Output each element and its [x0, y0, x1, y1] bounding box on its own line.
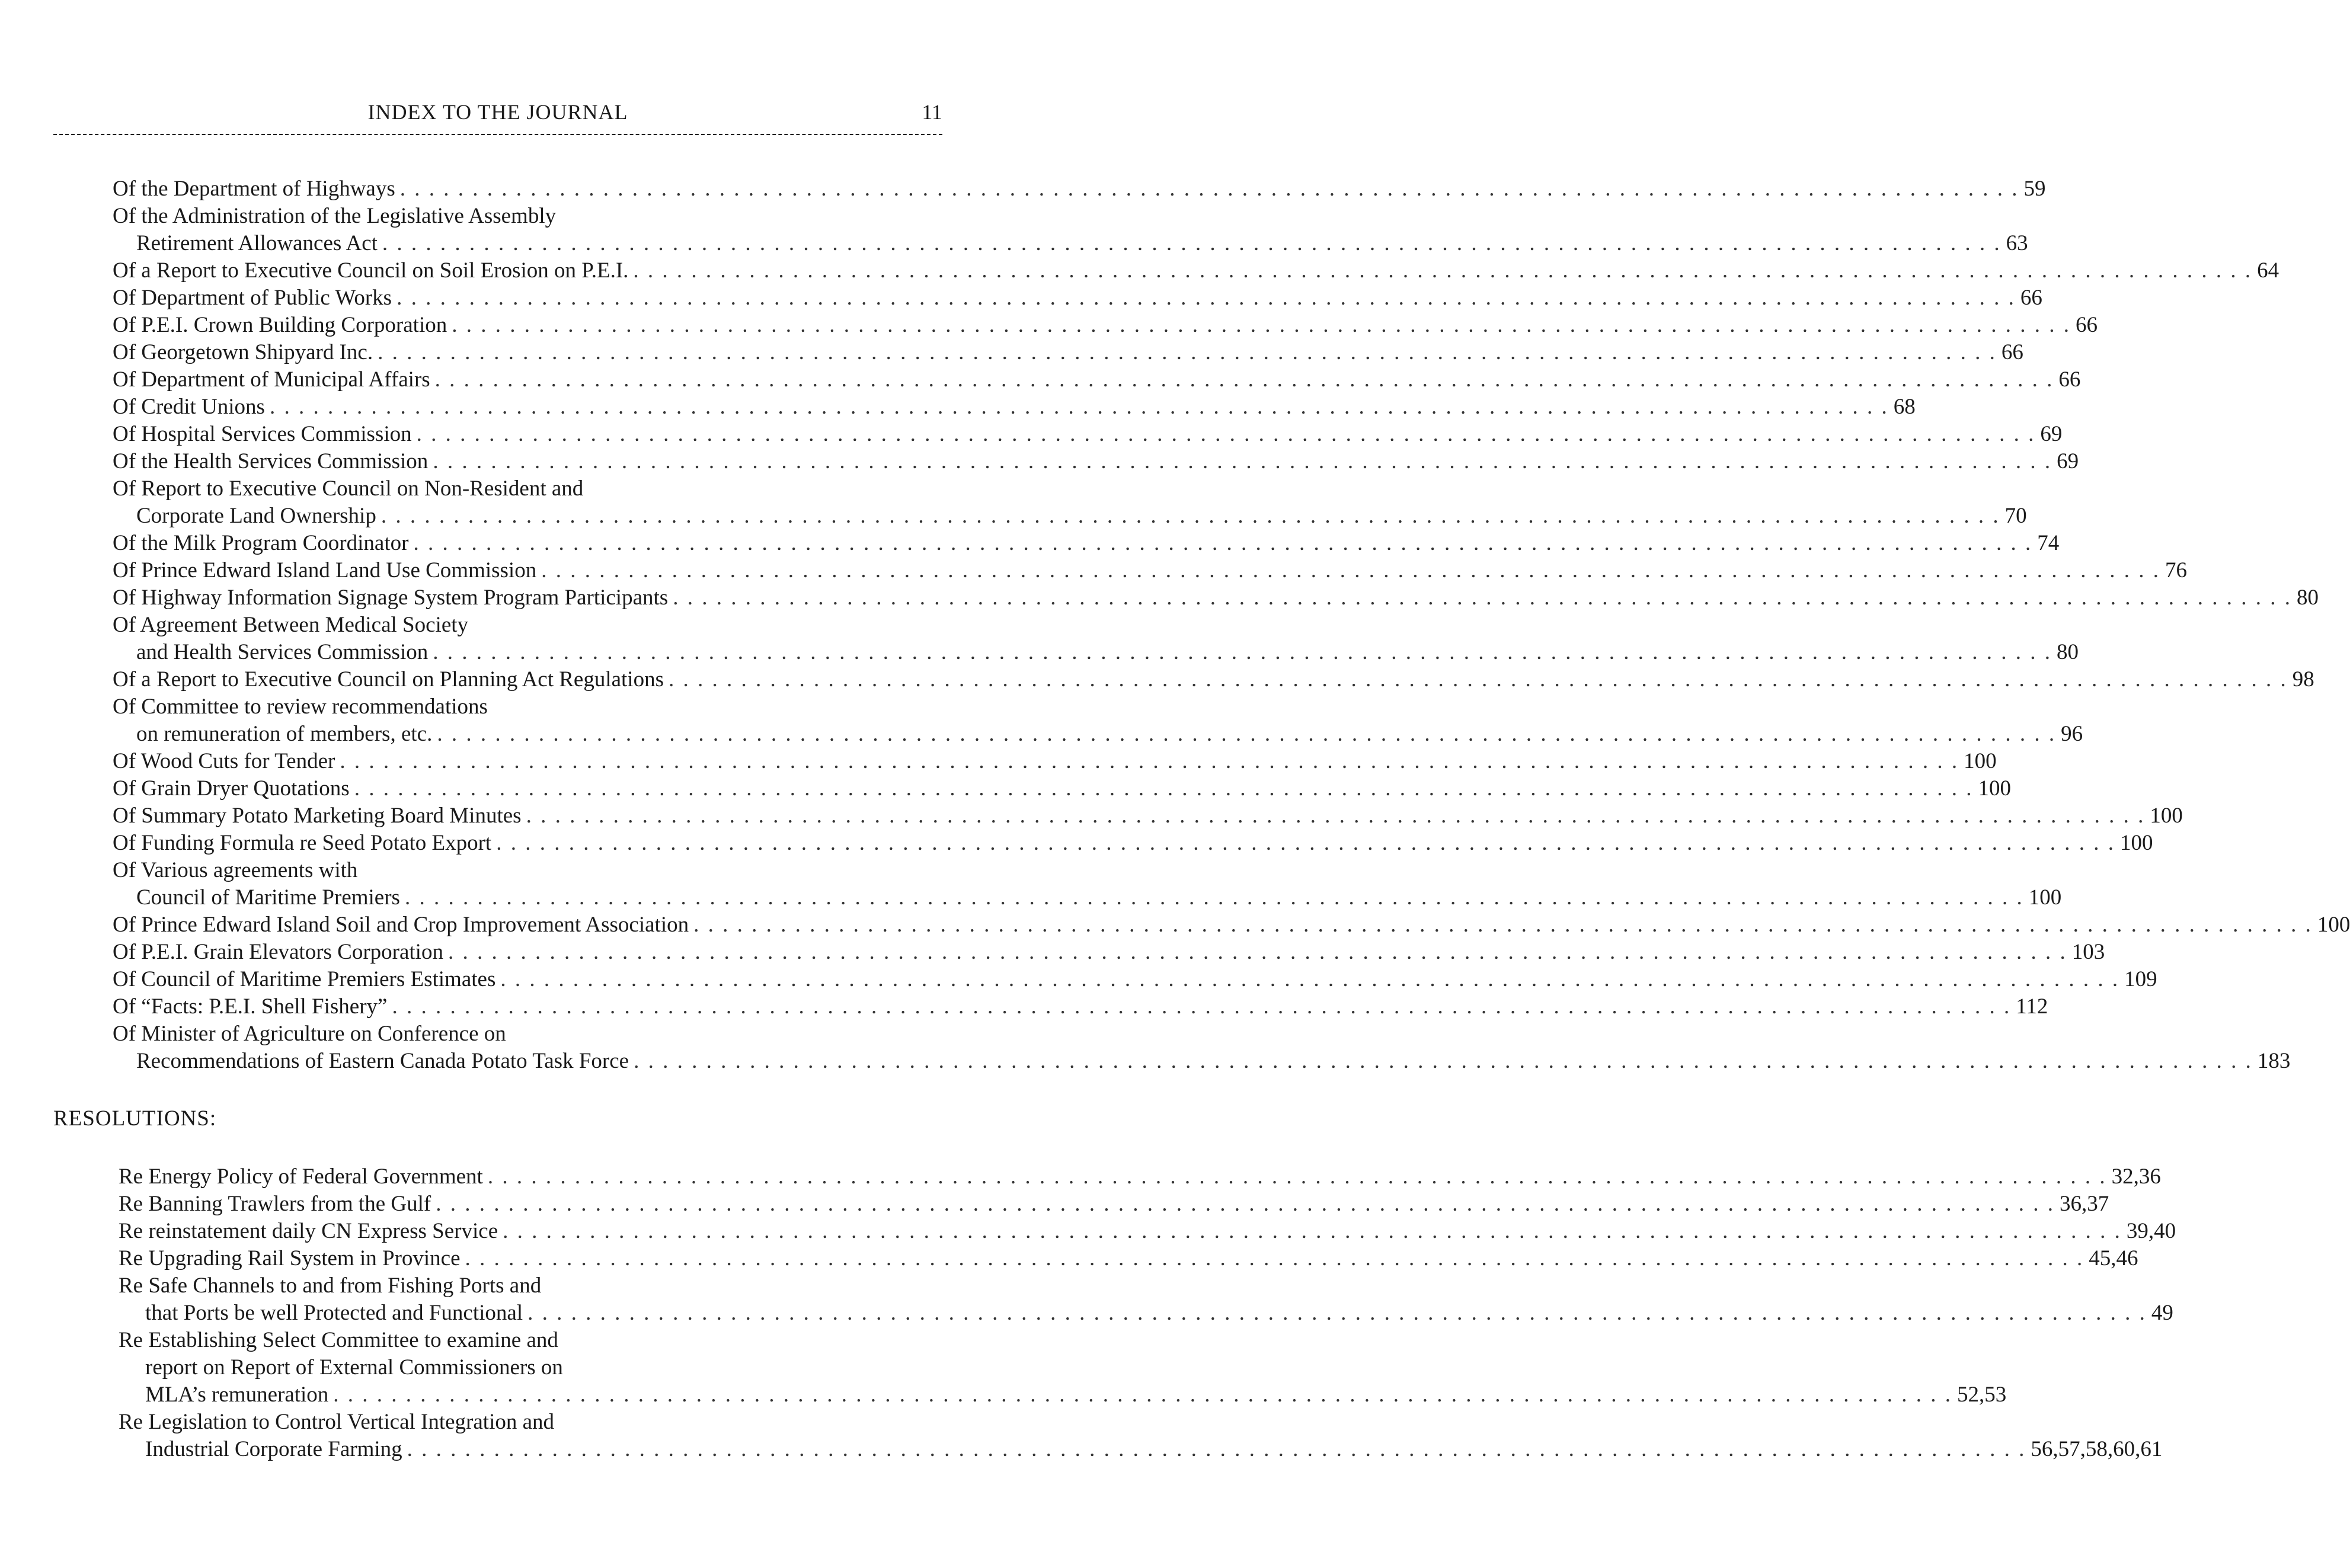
entry-text: Of the Milk Program Coordinator	[113, 531, 409, 555]
index-entry	[113, 448, 2079, 475]
dot-leader: . . . . . . . . . . . . . . . . . . . . . . . . . . . . . . . . . . . . . . . . . . . . . . . . . . . . . . . . . . . . . . . . . . . . . . . . . . . . . . . . . . . . . . . . . . . . . . . . . . . . . . . . . . . . . . . .	[378, 340, 1997, 364]
dot-leader: . . . . . . . . . . . . . . . . . . . . . . . . . . . . . . . . . . . . . . . . . . . . . . . . . . . . . . . . . . . . . . . . . . . . . . . . . . . . . . . . . . . . . . . . . . . . . . . . . . . . . . . . . . . . . . . .	[433, 640, 2052, 664]
dot-leader: . . . . . . . . . . . . . . . . . . . . . . . . . . . . . . . . . . . . . . . . . . . . . . . . . . . . . . . . . . . . . . . . . . . . . . . . . . . . . . . . . . . . . . . . . . . . . . . . . . . . . . . . . . . . . . . .	[354, 776, 1974, 801]
entry-text: Of Minister of Agriculture on Conference on	[113, 1022, 506, 1046]
entry-page-ref: 103	[2071, 940, 2105, 964]
dot-leader: . . . . . . . . . . . . . . . . . . . . . . . . . . . . . . . . . . . . . . . . . . . . . . . . . . . . . . . . . . . . . . . . . . . . . . . . . . . . . . . . . . . . . . . . . . . . . . . . . . . . . . . . . . . . . . . .	[487, 1164, 2107, 1189]
entry-text: on remuneration of members, etc.	[136, 722, 433, 746]
dot-leader: . . . . . . . . . . . . . . . . . . . . . . . . . . . . . . . . . . . . . . . . . . . . . . . . . . . . . . . . . . . . . . . . . . . . . . . . . . . . . . . . . . . . . . . . . . . . . . . . . . . . . . . . . . . . . . . .	[465, 1246, 2084, 1271]
index-entry	[113, 966, 2157, 993]
entry-text: Of Wood Cuts for Tender	[113, 749, 335, 773]
index-entry-continuation	[113, 475, 583, 503]
entry-page-ref: 70	[2004, 504, 2027, 528]
entry-text: Of a Report to Executive Council on Soil Erosion on P.E.I.	[113, 258, 629, 283]
index-entry	[113, 939, 2105, 966]
entry-page-ref: 69	[2040, 422, 2063, 446]
index-entry	[113, 830, 2153, 857]
index-entry	[113, 175, 2046, 203]
index-entry	[136, 884, 2062, 911]
dot-leader: . . . . . . . . . . . . . . . . . . . . . . . . . . . . . . . . . . . . . . . . . . . . . . . . . . . . . . . . . . . . . . . . . . . . . . . . . . . . . . . . . . . . . . . . . . . . . . . . . . . . . . . . . . . . . . . .	[382, 231, 2002, 255]
dot-leader: . . . . . . . . . . . . . . . . . . . . . . . . . . . . . . . . . . . . . . . . . . . . . . . . . . . . . . . . . . . . . . . . . . . . . . . . . . . . . . . . . . . . . . . . . . . . . . . . . . . . . . . . . . . . . . . .	[392, 994, 2012, 1019]
index-entry	[119, 1245, 2138, 1272]
entry-page-ref: 66	[2075, 313, 2098, 337]
entry-page-ref: 49	[2151, 1301, 2173, 1325]
entry-page-ref: 100	[1978, 776, 2011, 801]
entry-page-ref: 36,37	[2059, 1192, 2109, 1216]
dot-leader: . . . . . . . . . . . . . . . . . . . . . . . . . . . . . . . . . . . . . . . . . . . . . . . . . . . . . . . . . . . . . . . . . . . . . . . . . . . . . . . . . . . . . . . . . . . . . . . . . . . . . . . . . . . . . . . .	[452, 313, 2071, 337]
index-entry	[113, 421, 2063, 448]
index-entry	[145, 1436, 2163, 1463]
entry-text: Of Credit Unions	[113, 395, 265, 419]
dot-leader: . . . . . . . . . . . . . . . . . . . . . . . . . . . . . . . . . . . . . . . . . . . . . . . . . . . . . . . . . . . . . . . . . . . . . . . . . . . . . . . . . . . . . . . . . . . . . . . . . . . . . . . . . . . . . . . .	[634, 1049, 2253, 1073]
dot-leader: . . . . . . . . . . . . . . . . . . . . . . . . . . . . . . . . . . . . . . . . . . . . . . . . . . . . . . . . . . . . . . . . . . . . . . . . . . . . . . . . . . . . . . . . . . . . . . . . . . . . . . . . . . . . . . . .	[407, 1437, 2026, 1461]
entry-text: Re Energy Policy of Federal Government	[119, 1164, 483, 1189]
dot-leader: . . . . . . . . . . . . . . . . . . . . . . . . . . . . . . . . . . . . . . . . . . . . . . . . . . . . . . . . . . . . . . . . . . . . . . . . . . . . . . . . . . . . . . . . . . . . . . . . . . . . . . . . . . . . . . . .	[404, 885, 2024, 910]
entry-page-ref: 69	[2057, 449, 2079, 473]
index-entry	[113, 393, 1916, 421]
dot-leader: . . . . . . . . . . . . . . . . . . . . . . . . . . . . . . . . . . . . . . . . . . . . . . . . . . . . . . . . . . . . . . . . . . . . . . . . . . . . . . . . . . . . . . . . . . . . . . . . . . . . . . . . . . . . . . . .	[433, 449, 2052, 473]
entry-text: Of Prince Edward Island Soil and Crop Improvement Association	[113, 913, 689, 937]
entry-text: Of Department of Municipal Affairs	[113, 367, 430, 392]
entry-page-ref: 45,46	[2089, 1246, 2138, 1271]
entry-text: Of Agreement Between Medical Society	[113, 613, 469, 637]
index-entry	[113, 775, 2011, 802]
index-entry-continuation	[119, 1409, 554, 1436]
dot-leader: . . . . . . . . . . . . . . . . . . . . . . . . . . . . . . . . . . . . . . . . . . . . . . . . . . . . . . . . . . . . . . . . . . . . . . . . . . . . . . . . . . . . . . . . . . . . . . . . . . . . . . . . . . . . . . . .	[333, 1383, 1953, 1407]
entry-page-ref: 68	[1893, 395, 1916, 419]
index-entry	[119, 1218, 2176, 1245]
index-entry-continuation	[113, 612, 468, 639]
entry-text: Re Safe Channels to and from Fishing Ports and	[119, 1273, 542, 1298]
index-entry	[136, 230, 2028, 257]
entry-text: Of Report to Executive Council on Non-Resident and	[113, 476, 584, 501]
entry-text: Of P.E.I. Crown Building Corporation	[113, 313, 447, 337]
entry-text: Re Upgrading Rail System in Province	[119, 1246, 461, 1271]
entry-text: Re reinstatement daily CN Express Service	[119, 1219, 498, 1243]
dot-leader: . . . . . . . . . . . . . . . . . . . . . . . . . . . . . . . . . . . . . . . . . . . . . . . . . . . . . . . . . . . . . . . . . . . . . . . . . . . . . . . . . . . . . . . . . . . . . . . . . . . . . . . . . . . . . . . .	[381, 504, 2000, 528]
entry-text: Of the Administration of the Legislative Assembly	[113, 204, 557, 228]
dot-leader: . . . . . . . . . . . . . . . . . . . . . . . . . . . . . . . . . . . . . . . . . . . . . . . . . . . . . . . . . . . . . . . . . . . . . . . . . . . . . . . . . . . . . . . . . . . . . . . . . . . . . . . . . . . . . . . .	[693, 913, 2313, 937]
dot-leader: . . . . . . . . . . . . . . . . . . . . . . . . . . . . . . . . . . . . . . . . . . . . . . . . . . . . . . . . . . . . . . . . . . . . . . . . . . . . . . . . . . . . . . . . . . . . . . . . . . . . . . . . . . . . . . . .	[669, 667, 2288, 692]
index-entry	[113, 366, 2081, 393]
entry-page-ref: 100	[2028, 885, 2062, 910]
dot-leader: . . . . . . . . . . . . . . . . . . . . . . . . . . . . . . . . . . . . . . . . . . . . . . . . . . . . . . . . . . . . . . . . . . . . . . . . . . . . . . . . . . . . . . . . . . . . . . . . . . . . . . . . . . . . . . . .	[399, 177, 2019, 201]
entry-text: Of Grain Dryer Quotations	[113, 776, 350, 801]
index-entry	[113, 802, 2183, 830]
entry-page-ref: 98	[2292, 667, 2314, 692]
dot-leader: . . . . . . . . . . . . . . . . . . . . . . . . . . . . . . . . . . . . . . . . . . . . . . . . . . . . . . . . . . . . . . . . . . . . . . . . . . . . . . . . . . . . . . . . . . . . . . . . . . . . . . . . . . . . . . . .	[526, 804, 2146, 828]
entry-text: Council of Maritime Premiers	[136, 885, 400, 910]
index-entry	[113, 666, 2314, 693]
dot-leader: . . . . . . . . . . . . . . . . . . . . . . . . . . . . . . . . . . . . . . . . . . . . . . . . . . . . . . . . . . . . . . . . . . . . . . . . . . . . . . . . . . . . . . . . . . . . . . . . . . . . . . . . . . . . . . . .	[527, 1301, 2147, 1325]
entry-text: Corporate Land Ownership	[136, 504, 376, 528]
index-entry-continuation	[113, 1020, 506, 1048]
entry-text: that Ports be well Protected and Functional	[145, 1301, 523, 1325]
page-number: 11	[922, 100, 942, 124]
index-entry	[113, 993, 2048, 1020]
dot-leader: . . . . . . . . . . . . . . . . . . . . . . . . . . . . . . . . . . . . . . . . . . . . . . . . . . . . . . . . . . . . . . . . . . . . . . . . . . . . . . . . . . . . . . . . . . . . . . . . . . . . . . . . . . . . . . . .	[340, 749, 1959, 773]
entry-text: Of Prince Edward Island Land Use Commission	[113, 558, 537, 583]
index-entry	[119, 1163, 2161, 1191]
entry-page-ref: 80	[2057, 640, 2079, 664]
entry-page-ref: 76	[2164, 558, 2187, 583]
entry-text: Re Legislation to Control Vertical Integration and	[119, 1410, 555, 1434]
entry-text: Of Council of Maritime Premiers Estimates	[113, 967, 496, 991]
index-entry	[113, 584, 2319, 612]
dot-leader: . . . . . . . . . . . . . . . . . . . . . . . . . . . . . . . . . . . . . . . . . . . . . . . . . . . . . . . . . . . . . . . . . . . . . . . . . . . . . . . . . . . . . . . . . . . . . . . . . . . . . . . . . . . . . . . .	[397, 286, 2016, 310]
entry-text: Of Highway Information Signage System Program Participants	[113, 585, 669, 610]
entry-text: Of a Report to Executive Council on Planning Act Regulations	[113, 667, 664, 692]
dot-leader: . . . . . . . . . . . . . . . . . . . . . . . . . . . . . . . . . . . . . . . . . . . . . . . . . . . . . . . . . . . . . . . . . . . . . . . . . . . . . . . . . . . . . . . . . . . . . . . . . . . . . . . . . . . . . . . .	[436, 1192, 2055, 1216]
entry-page-ref: 100	[2119, 831, 2153, 855]
entry-page-ref: 56,57,58,60,61	[2031, 1437, 2163, 1461]
entry-page-ref: 66	[2058, 367, 2081, 392]
entry-page-ref: 32,36	[2111, 1164, 2161, 1189]
entry-text: MLA’s remuneration	[145, 1383, 329, 1407]
entry-page-ref: 96	[2061, 722, 2083, 746]
header-divider	[53, 134, 942, 135]
entry-text: Recommendations of Eastern Canada Potato Task Force	[136, 1049, 629, 1073]
entry-page-ref: 100	[1964, 749, 1997, 773]
entry-text: Of the Department of Highways	[113, 177, 395, 201]
entry-text: Of “Facts: P.E.I. Shell Fishery”	[113, 994, 388, 1019]
entry-page-ref: 112	[2016, 994, 2048, 1019]
dot-leader: . . . . . . . . . . . . . . . . . . . . . . . . . . . . . . . . . . . . . . . . . . . . . . . . . . . . . . . . . . . . . . . . . . . . . . . . . . . . . . . . . . . . . . . . . . . . . . . . . . . . . . . . . . . . . . . .	[496, 831, 2115, 855]
index-entry	[113, 312, 2098, 339]
entry-page-ref: 66	[2001, 340, 2023, 364]
index-entry	[113, 284, 2042, 312]
entry-page-ref: 100	[2317, 913, 2350, 937]
dot-leader: . . . . . . . . . . . . . . . . . . . . . . . . . . . . . . . . . . . . . . . . . . . . . . . . . . . . . . . . . . . . . . . . . . . . . . . . . . . . . . . . . . . . . . . . . . . . . . . . . . . . . . . . . . . . . . . .	[434, 367, 2054, 392]
entry-page-ref: 100	[2150, 804, 2183, 828]
index-entry	[113, 911, 2350, 939]
entry-text: report on Report of External Commissioners on	[145, 1355, 563, 1380]
dot-leader: . . . . . . . . . . . . . . . . . . . . . . . . . . . . . . . . . . . . . . . . . . . . . . . . . . . . . . . . . . . . . . . . . . . . . . . . . . . . . . . . . . . . . . . . . . . . . . . . . . . . . . . . . . . . . . . .	[447, 940, 2067, 964]
dot-leader: . . . . . . . . . . . . . . . . . . . . . . . . . . . . . . . . . . . . . . . . . . . . . . . . . . . . . . . . . . . . . . . . . . . . . . . . . . . . . . . . . . . . . . . . . . . . . . . . . . . . . . . . . . . . . . . .	[269, 395, 1889, 419]
index-entry	[145, 1381, 2007, 1409]
index-entry-continuation	[113, 693, 488, 721]
entry-page-ref: 39,40	[2126, 1219, 2176, 1243]
index-entry	[113, 339, 2023, 366]
index-entry	[136, 503, 2027, 530]
dot-leader: . . . . . . . . . . . . . . . . . . . . . . . . . . . . . . . . . . . . . . . . . . . . . . . . . . . . . . . . . . . . . . . . . . . . . . . . . . . . . . . . . . . . . . . . . . . . . . . . . . . . . . . . . . . . . . . .	[503, 1219, 2122, 1243]
dot-leader: . . . . . . . . . . . . . . . . . . . . . . . . . . . . . . . . . . . . . . . . . . . . . . . . . . . . . . . . . . . . . . . . . . . . . . . . . . . . . . . . . . . . . . . . . . . . . . . . . . . . . . . . . . . . . . . .	[413, 531, 2033, 555]
dot-leader: . . . . . . . . . . . . . . . . . . . . . . . . . . . . . . . . . . . . . . . . . . . . . . . . . . . . . . . . . . . . . . . . . . . . . . . . . . . . . . . . . . . . . . . . . . . . . . . . . . . . . . . . . . . . . . . .	[416, 422, 2036, 446]
entry-text: Of Funding Formula re Seed Potato Export	[113, 831, 492, 855]
entry-text: Of Hospital Services Commission	[113, 422, 412, 446]
index-entry	[145, 1300, 2173, 1327]
entry-page-ref: 183	[2257, 1049, 2291, 1073]
entry-text: and Health Services Commission	[136, 640, 429, 664]
index-entry-continuation	[119, 1272, 541, 1300]
index-entry-continuation	[119, 1327, 558, 1354]
entry-page-ref: 52,53	[1957, 1383, 2007, 1407]
index-entry	[113, 557, 2187, 584]
entry-page-ref: 59	[2023, 177, 2046, 201]
index-entry-continuation	[113, 203, 556, 230]
index-entry	[136, 721, 2083, 748]
entry-text: Retirement Allowances Act	[136, 231, 378, 255]
index-entry	[119, 1191, 2109, 1218]
entry-text: Of Various agreements with	[113, 858, 358, 882]
dot-leader: . . . . . . . . . . . . . . . . . . . . . . . . . . . . . . . . . . . . . . . . . . . . . . . . . . . . . . . . . . . . . . . . . . . . . . . . . . . . . . . . . . . . . . . . . . . . . . . . . . . . . . . . . . . . . . . .	[673, 585, 2292, 610]
entry-text: Re Establishing Select Committee to examine and	[119, 1328, 558, 1352]
resolutions-heading: RESOLUTIONS:	[53, 1106, 217, 1131]
index-entry-continuation	[113, 857, 357, 884]
dot-leader: . . . . . . . . . . . . . . . . . . . . . . . . . . . . . . . . . . . . . . . . . . . . . . . . . . . . . . . . . . . . . . . . . . . . . . . . . . . . . . . . . . . . . . . . . . . . . . . . . . . . . . . . . . . . . . . .	[541, 558, 2160, 583]
entry-page-ref: 80	[2296, 585, 2319, 610]
entry-page-ref: 66	[2020, 286, 2042, 310]
entry-text: Of the Health Services Commission	[113, 449, 429, 473]
page-header	[53, 100, 942, 129]
entry-page-ref: 109	[2124, 967, 2157, 991]
dot-leader: . . . . . . . . . . . . . . . . . . . . . . . . . . . . . . . . . . . . . . . . . . . . . . . . . . . . . . . . . . . . . . . . . . . . . . . . . . . . . . . . . . . . . . . . . . . . . . . . . . . . . . . . . . . . . . . .	[500, 967, 2120, 991]
page-title: INDEX TO THE JOURNAL	[367, 100, 628, 124]
entry-text: Of Georgetown Shipyard Inc.	[113, 340, 373, 364]
entry-text: Of Summary Potato Marketing Board Minutes	[113, 804, 522, 828]
dot-leader: . . . . . . . . . . . . . . . . . . . . . . . . . . . . . . . . . . . . . . . . . . . . . . . . . . . . . . . . . . . . . . . . . . . . . . . . . . . . . . . . . . . . . . . . . . . . . . . . . . . . . . . . . . . . . . . .	[633, 258, 2253, 283]
entry-text: Of Committee to review recommendations	[113, 695, 488, 719]
index-entry	[113, 257, 2279, 284]
entry-text: Of Department of Public Works	[113, 286, 392, 310]
entry-page-ref: 64	[2257, 258, 2279, 283]
dot-leader: . . . . . . . . . . . . . . . . . . . . . . . . . . . . . . . . . . . . . . . . . . . . . . . . . . . . . . . . . . . . . . . . . . . . . . . . . . . . . . . . . . . . . . . . . . . . . . . . . . . . . . . . . . . . . . . .	[437, 722, 2057, 746]
index-entry	[113, 530, 2060, 557]
entry-text: Of P.E.I. Grain Elevators Corporation	[113, 940, 443, 964]
entry-text: Industrial Corporate Farming	[145, 1437, 402, 1461]
entry-page-ref: 74	[2037, 531, 2060, 555]
index-entry	[136, 1048, 2291, 1075]
index-entry	[136, 639, 2079, 666]
index-entry	[113, 748, 1997, 775]
entry-text: Re Banning Trawlers from the Gulf	[119, 1192, 431, 1216]
entry-page-ref: 63	[2006, 231, 2028, 255]
index-entry-continuation	[145, 1354, 563, 1381]
